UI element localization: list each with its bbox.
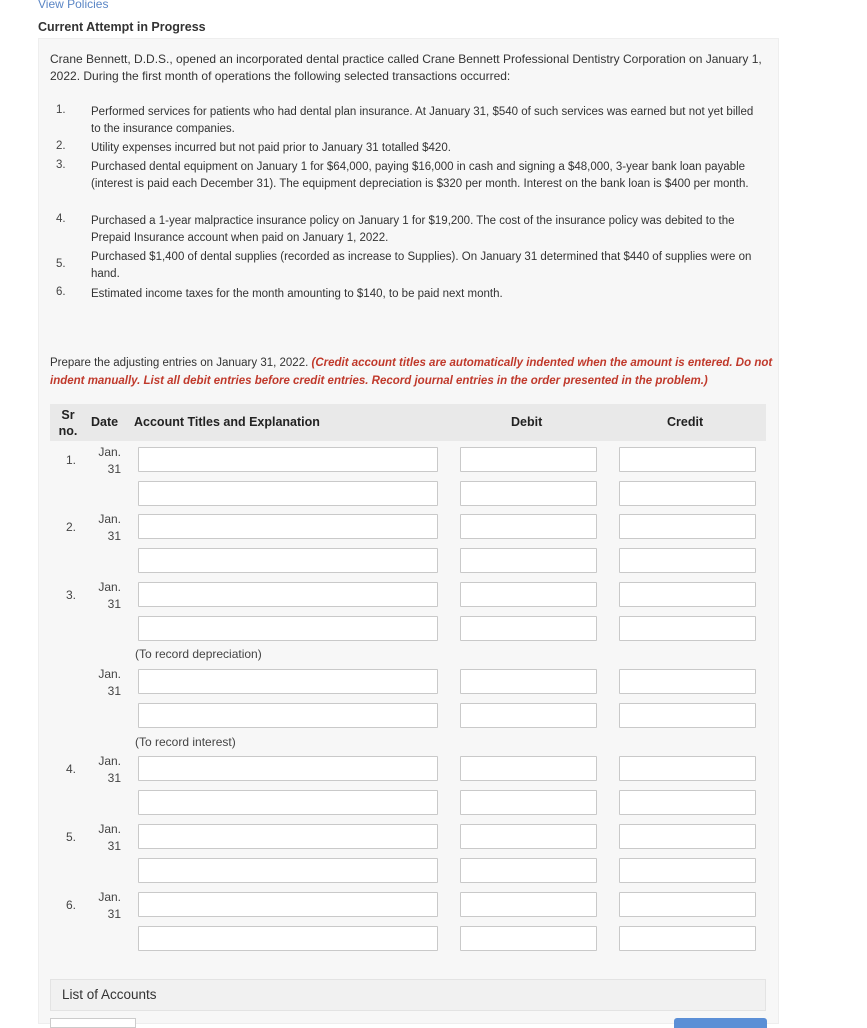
entry-date bbox=[91, 753, 121, 787]
date-day: 31 bbox=[107, 839, 121, 853]
debit-input[interactable] bbox=[460, 703, 597, 728]
debit-input[interactable] bbox=[460, 481, 597, 506]
credit-input[interactable] bbox=[619, 669, 756, 694]
credit-input[interactable] bbox=[619, 892, 756, 917]
account-title-input[interactable] bbox=[138, 858, 438, 883]
date-month: Jan. bbox=[98, 890, 121, 904]
transaction-number: 5. bbox=[56, 258, 66, 270]
journal-table-header bbox=[50, 404, 766, 441]
credit-input[interactable] bbox=[619, 756, 756, 781]
header-account-titles: Account Titles and Explanation bbox=[134, 415, 320, 429]
transaction-text: Purchased a 1-year malpractice insurance policy on January 1 for $19,200. The cost of the insurance policy was debited to the Prepaid Insurance account when paid on January 1, 2022. bbox=[91, 215, 735, 244]
entry-date bbox=[91, 666, 121, 700]
account-title-input[interactable] bbox=[138, 616, 438, 641]
transaction-number: 6. bbox=[56, 286, 66, 298]
entry-date bbox=[91, 821, 121, 855]
header-date: Date bbox=[91, 415, 119, 429]
header-credit: Credit bbox=[667, 415, 704, 429]
account-title-input[interactable] bbox=[138, 824, 438, 849]
problem-intro: Crane Bennett, D.D.S., opened an incorporated dental practice called Crane Bennett Professional Dentistry Corporation on January 1, 2022. During the first month of operations the following selected transactions occurred: bbox=[50, 52, 762, 83]
transaction-text: Purchased dental equipment on January 1 for $64,000, paying $16,000 in cash and signing a $48,000, 3-year bank loan payable (interest is paid each December 31). The equipment depreciation is $320 per month. Interest on the bank loan is $400 per month. bbox=[91, 161, 749, 190]
credit-input[interactable] bbox=[619, 790, 756, 815]
transaction-number: 4. bbox=[56, 213, 66, 225]
debit-input[interactable] bbox=[460, 669, 597, 694]
credit-input[interactable] bbox=[619, 481, 756, 506]
entry-sr-no: 3. bbox=[66, 588, 77, 602]
entry-sr-no: 5. bbox=[66, 830, 77, 844]
header-sr-no: Sr no. bbox=[58, 408, 78, 438]
entry-sr-no: 2. bbox=[66, 520, 77, 534]
entry-date bbox=[91, 889, 121, 923]
date-month: Jan. bbox=[98, 822, 121, 836]
entry-date bbox=[91, 579, 121, 613]
account-title-input[interactable] bbox=[138, 669, 438, 694]
transaction-text: Purchased $1,400 of dental supplies (recorded as increase to Supplies). On January 31 determined that $440 of supplies were on hand. bbox=[91, 251, 752, 280]
entry-date bbox=[91, 444, 121, 478]
entry-sr-no: 1. bbox=[66, 453, 77, 467]
header-debit: Debit bbox=[511, 415, 543, 429]
primary-button[interactable] bbox=[674, 1018, 767, 1028]
account-title-input[interactable] bbox=[138, 892, 438, 917]
debit-input[interactable] bbox=[460, 824, 597, 849]
account-title-input[interactable] bbox=[138, 548, 438, 573]
prepare-text: Prepare the adjusting entries on January 31, 2022. bbox=[50, 357, 312, 369]
attempt-status: Current Attempt in Progress bbox=[38, 20, 206, 34]
date-day: 31 bbox=[107, 529, 121, 543]
date-day: 31 bbox=[107, 462, 121, 476]
transaction-number: 3. bbox=[56, 159, 66, 171]
entry-instructions: (Credit account titles are automatically indented when the amount is entered. Do not indent manually. List all debit entries before credit entries. Record journal entries in the order presented in the problem.) bbox=[50, 357, 773, 387]
credit-input[interactable] bbox=[619, 824, 756, 849]
credit-input[interactable] bbox=[619, 926, 756, 951]
debit-input[interactable] bbox=[460, 926, 597, 951]
transaction-number: 1. bbox=[56, 104, 66, 116]
transaction-number: 2. bbox=[56, 140, 66, 152]
credit-input[interactable] bbox=[619, 703, 756, 728]
view-policies-link[interactable]: View Policies bbox=[38, 0, 109, 11]
transaction-text: Utility expenses incurred but not paid prior to January 31 totalled $420. bbox=[91, 142, 451, 154]
credit-input[interactable] bbox=[619, 447, 756, 472]
transaction-text: Estimated income taxes for the month amounting to $140, to be paid next month. bbox=[91, 288, 503, 300]
date-day: 31 bbox=[107, 907, 121, 921]
account-title-input[interactable] bbox=[138, 514, 438, 539]
credit-input[interactable] bbox=[619, 616, 756, 641]
entry-note: (To record interest) bbox=[135, 735, 236, 749]
account-title-input[interactable] bbox=[138, 481, 438, 506]
account-title-input[interactable] bbox=[138, 926, 438, 951]
entry-sr-no: 4. bbox=[66, 762, 77, 776]
account-title-input[interactable] bbox=[138, 703, 438, 728]
date-month: Jan. bbox=[98, 667, 121, 681]
date-day: 31 bbox=[107, 684, 121, 698]
debit-input[interactable] bbox=[460, 582, 597, 607]
transaction-text: Performed services for patients who had dental plan insurance. At January 31, $540 of such services was earned but not yet billed to the insurance companies. bbox=[91, 106, 754, 135]
credit-input[interactable] bbox=[619, 858, 756, 883]
entry-date bbox=[91, 511, 121, 545]
date-month: Jan. bbox=[98, 445, 121, 459]
entry-sr-no: 6. bbox=[66, 898, 77, 912]
debit-input[interactable] bbox=[460, 756, 597, 781]
debit-input[interactable] bbox=[460, 447, 597, 472]
account-title-input[interactable] bbox=[138, 790, 438, 815]
date-month: Jan. bbox=[98, 754, 121, 768]
list-of-accounts-toggle[interactable] bbox=[50, 979, 766, 1011]
prepare-instructions bbox=[50, 354, 780, 390]
debit-input[interactable] bbox=[460, 548, 597, 573]
debit-input[interactable] bbox=[460, 790, 597, 815]
date-day: 31 bbox=[107, 771, 121, 785]
credit-input[interactable] bbox=[619, 582, 756, 607]
date-month: Jan. bbox=[98, 580, 121, 594]
list-of-accounts-label: List of Accounts bbox=[62, 987, 157, 1002]
account-title-input[interactable] bbox=[138, 582, 438, 607]
account-title-input[interactable] bbox=[138, 447, 438, 472]
debit-input[interactable] bbox=[460, 858, 597, 883]
account-title-input[interactable] bbox=[138, 756, 438, 781]
entry-note: (To record depreciation) bbox=[135, 647, 262, 661]
date-month: Jan. bbox=[98, 512, 121, 526]
date-day: 31 bbox=[107, 597, 121, 611]
secondary-button[interactable] bbox=[50, 1018, 136, 1028]
debit-input[interactable] bbox=[460, 616, 597, 641]
debit-input[interactable] bbox=[460, 892, 597, 917]
credit-input[interactable] bbox=[619, 514, 756, 539]
debit-input[interactable] bbox=[460, 514, 597, 539]
credit-input[interactable] bbox=[619, 548, 756, 573]
